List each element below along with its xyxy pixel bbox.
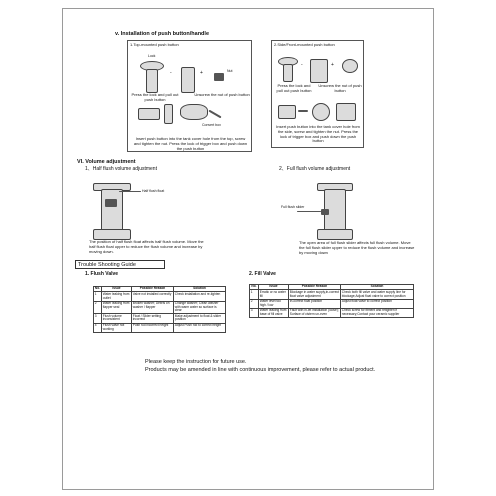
header-reason: Possible Reason [289,285,341,290]
cell-no: 1 [94,292,102,301]
top-mounted-caption: 1.Top-mounted push button [130,42,179,47]
button-body-illustration [181,67,195,93]
side-mounted-caption: 2.Side/Front-mounted push button [274,42,335,47]
table-row [94,292,226,301]
half-flush-note: The position of half flush float affects half flush volume. Move the half flush float upper to reduce the flush volume and increase by moving down. [89,239,204,254]
header-solution: Solution [174,287,226,292]
cell-solution: Change washer; Clean washer with warm water so surface is clear [174,301,226,314]
instruction-sheet [62,8,434,490]
half-flush-valve-illustration [101,189,123,231]
cell-no: 3 [250,308,259,317]
trouble-title: Trouble Shooting Guide [78,261,136,268]
flush-valve-table [93,286,226,333]
cell-reason: Float / Slider setting incorrect [132,314,174,323]
cell-no: 1 [250,290,259,299]
side-step1-text: Press the lock and pull out push button [276,83,312,93]
cell-no: 2 [250,299,259,308]
top-mounted-panel [127,40,252,152]
convert-box-part-illustration [138,108,160,120]
section-installation-title: v. Installation of push button/handle [115,31,210,37]
side-button-stem-illustration [283,64,293,82]
pointer-arrow [208,110,221,119]
header-issue: Issue [102,287,132,292]
plus-sign: + [200,70,203,76]
cell-solution: Adjust float valve to correct position [341,299,414,308]
cell-solution: Check both fill valve and water supply line for blockage;Adjust float valve to correct position [341,290,414,299]
trouble-title-box [75,260,165,269]
cell-issue: Water leaking from base of fill valve [259,308,289,317]
side-assembly2-illustration [312,103,330,121]
cell-solution: Check installation and re-tighten [174,292,226,301]
cell-issue: Water level too high / low [259,299,289,308]
full-flush-base-illustration [317,229,353,240]
side-assembly3-illustration [336,103,356,121]
cell-issue: Water leaking from flapper seal [102,301,132,314]
nut-illustration [214,73,224,81]
convert-box-label: Convert box [202,123,221,127]
cell-no: 3 [94,314,102,323]
lock-label: Lock [148,54,156,58]
full-flush-slider-label: Full flush slider [281,205,305,209]
cell-issue: Flush volume inconsistent [102,314,132,323]
top-step1-text: Press the lock and pull out push button [131,92,179,102]
cell-reason: In-correct float position [289,299,341,308]
full-flush-pointer [297,211,321,212]
header-no: No. [94,286,101,291]
side-assembly1-illustration [278,105,296,119]
top-step2-text: Unscrew the nut of push button [194,92,250,97]
table-row [94,314,226,323]
top-mounted-note: Insert push button into the tank cover hole from the top, screw and tighten the nut. Press the lock of trigger box and push down the push button [133,136,248,151]
table-row [250,299,414,308]
cell-reason: Valve not installed correctly [132,292,174,301]
arrow-sign: - [170,70,172,76]
side-plus-sign: + [331,62,334,68]
fill-valve-table [249,284,414,318]
cell-no: 2 [94,301,102,314]
table-row [250,308,414,317]
side-cap-illustration [342,59,358,73]
cell-issue: Flush valve not working [102,323,132,332]
table-row [94,301,226,314]
table-row [94,323,226,332]
nut-label: Nut [227,69,233,73]
header-issue: Issue [259,285,289,290]
half-flush-pointer [119,191,141,192]
cell-issue: Erratic or no water fill [259,290,289,299]
cell-reason: Push rod incorrect height [132,323,174,332]
footer-keep-instruction: Please keep the instruction for future use. [145,359,247,365]
cell-reason: Broken washer; Debris on washer / flapper [132,301,174,314]
header-reason: Possible Reason [132,287,174,292]
cell-solution: Make adjustment to float & slider position [174,314,226,323]
cell-no: 4 [94,323,102,332]
half-flush-float-label: Half flush float [142,189,165,193]
cell-issue: Water leaking from outlet [102,292,132,301]
footer-amendment-notice: Products may be amended in line with continuous improvement, please refer to actual product. [145,367,376,373]
section-volume-title: VI. Volume adjustment [77,159,136,165]
button-part-illustration [164,104,173,124]
half-flush-float-illustration [105,199,117,207]
side-arrow1 [298,110,308,112]
cell-solution: Check screw for fitment and retighten if necessary;Contact your ceramic supplier [341,308,414,317]
side-mounted-panel [271,40,364,148]
side-mounted-note: Insert push button into the tank cover hole from the side, screw and tighten the nut. Press the lock of trigger box and push down the push button [276,124,360,144]
flush-valve-title: 1. Flush Valve [85,271,119,277]
cell-solution: Adjust Push rod to correct height [174,323,226,332]
cell-reason: Blockage in water supply,in-correct float valve adjustment [289,289,339,298]
full-flush-caption: 2、Full flush volume adjustment [279,166,351,172]
fill-valve-title: 2. Fill Valve [249,271,276,277]
full-flush-note: The open area of full flush slider affects full flush volume. Move the full flush slider upper to reduce the flush volume and increase by moving down [299,240,415,255]
cell-reason: Fault with in-let installation (loose); Surface of cistern un-even [289,308,339,316]
half-flush-caption: 1、Half flush volume adjustment [85,166,157,172]
table-row [250,290,414,299]
header-no: No. [251,284,257,289]
assembly-illustration [180,104,208,120]
side-minus-sign: - [301,62,303,68]
side-step2-text: Unscrew the nut of push button [318,83,362,93]
header-solution: Solution [341,285,414,290]
side-body-illustration [310,59,328,83]
push-button-stem-illustration [146,69,158,93]
full-flush-slider-illustration [321,209,329,215]
